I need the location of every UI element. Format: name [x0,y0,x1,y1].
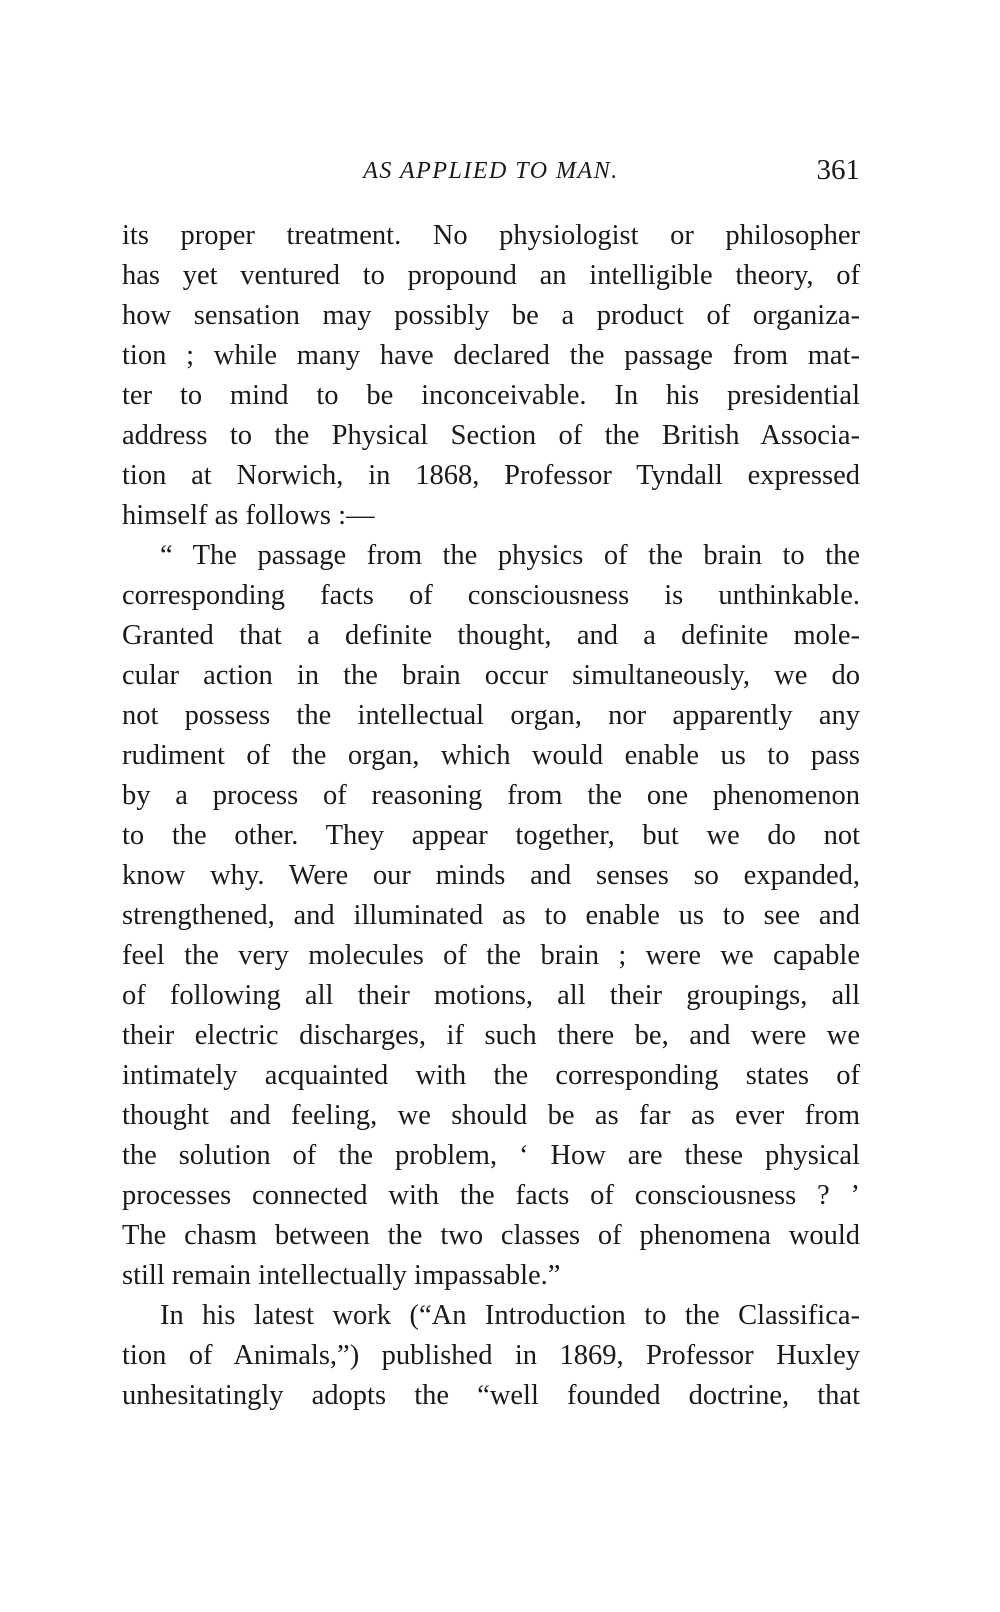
page-number: 361 [816,154,860,186]
text-line: how sensation may possibly be a product of organiza- [122,300,860,331]
body-text [122,216,860,1416]
text-line: cular action in the brain occur simultaneously, we do [122,660,860,691]
text-line: their electric discharges, if such there be, and were we [122,1020,860,1051]
text-line: tion of Animals,”) published in 1869, Professor Huxley [122,1340,860,1371]
text-line: “ The passage from the physics of the brain to the [160,540,860,571]
text-line: the solution of the problem, ‘ How are these physical [122,1140,860,1171]
text-line: tion at Norwich, in 1868, Professor Tyndall expressed [122,460,860,491]
text-line: intimately acquainted with the corresponding states of [122,1060,860,1091]
text-line: by a process of reasoning from the one phenomenon [122,780,860,811]
text-line: rudiment of the organ, which would enable us to pass [122,740,860,771]
paragraph-3 [122,1296,860,1416]
text-line: In his latest work (“An Introduction to the Classifica- [160,1300,860,1331]
text-line: strengthened, and illuminated as to enable us to see and [122,900,860,931]
text-line: The chasm between the two classes of phenomena would [122,1220,860,1251]
text-line: thought and feeling, we should be as far as ever from [122,1100,860,1131]
running-head [122,154,860,194]
running-title: AS APPLIED TO MAN. [363,158,619,184]
text-line: of following all their motions, all their groupings, all [122,980,860,1011]
text-line: address to the Physical Section of the British Associa- [122,420,860,451]
paragraph-1 [122,216,860,536]
text-line: unhesitatingly adopts the “well founded doctrine, that [122,1380,860,1411]
text-line: Granted that a definite thought, and a definite mole- [122,620,860,651]
text-line: know why. Were our minds and senses so expanded, [122,860,860,891]
text-line: to the other. They appear together, but we do not [122,820,860,851]
text-line: himself as follows :— [122,500,375,531]
text-line: ter to mind to be inconceivable. In his presidential [122,380,860,411]
text-line: still remain intellectually impassable.” [122,1260,561,1291]
text-line: tion ; while many have declared the passage from mat- [122,340,860,371]
text-line: processes connected with the facts of consciousness ? ’ [122,1180,860,1211]
text-line: has yet ventured to propound an intelligible theory, of [122,260,860,291]
text-line: feel the very molecules of the brain ; were we capable [122,940,860,971]
text-line: its proper treatment. No physiologist or philosopher [122,220,860,251]
text-line: corresponding facts of consciousness is unthinkable. [122,580,860,611]
text-line: not possess the intellectual organ, nor apparently any [122,700,860,731]
paragraph-2-quotation [122,536,860,1296]
